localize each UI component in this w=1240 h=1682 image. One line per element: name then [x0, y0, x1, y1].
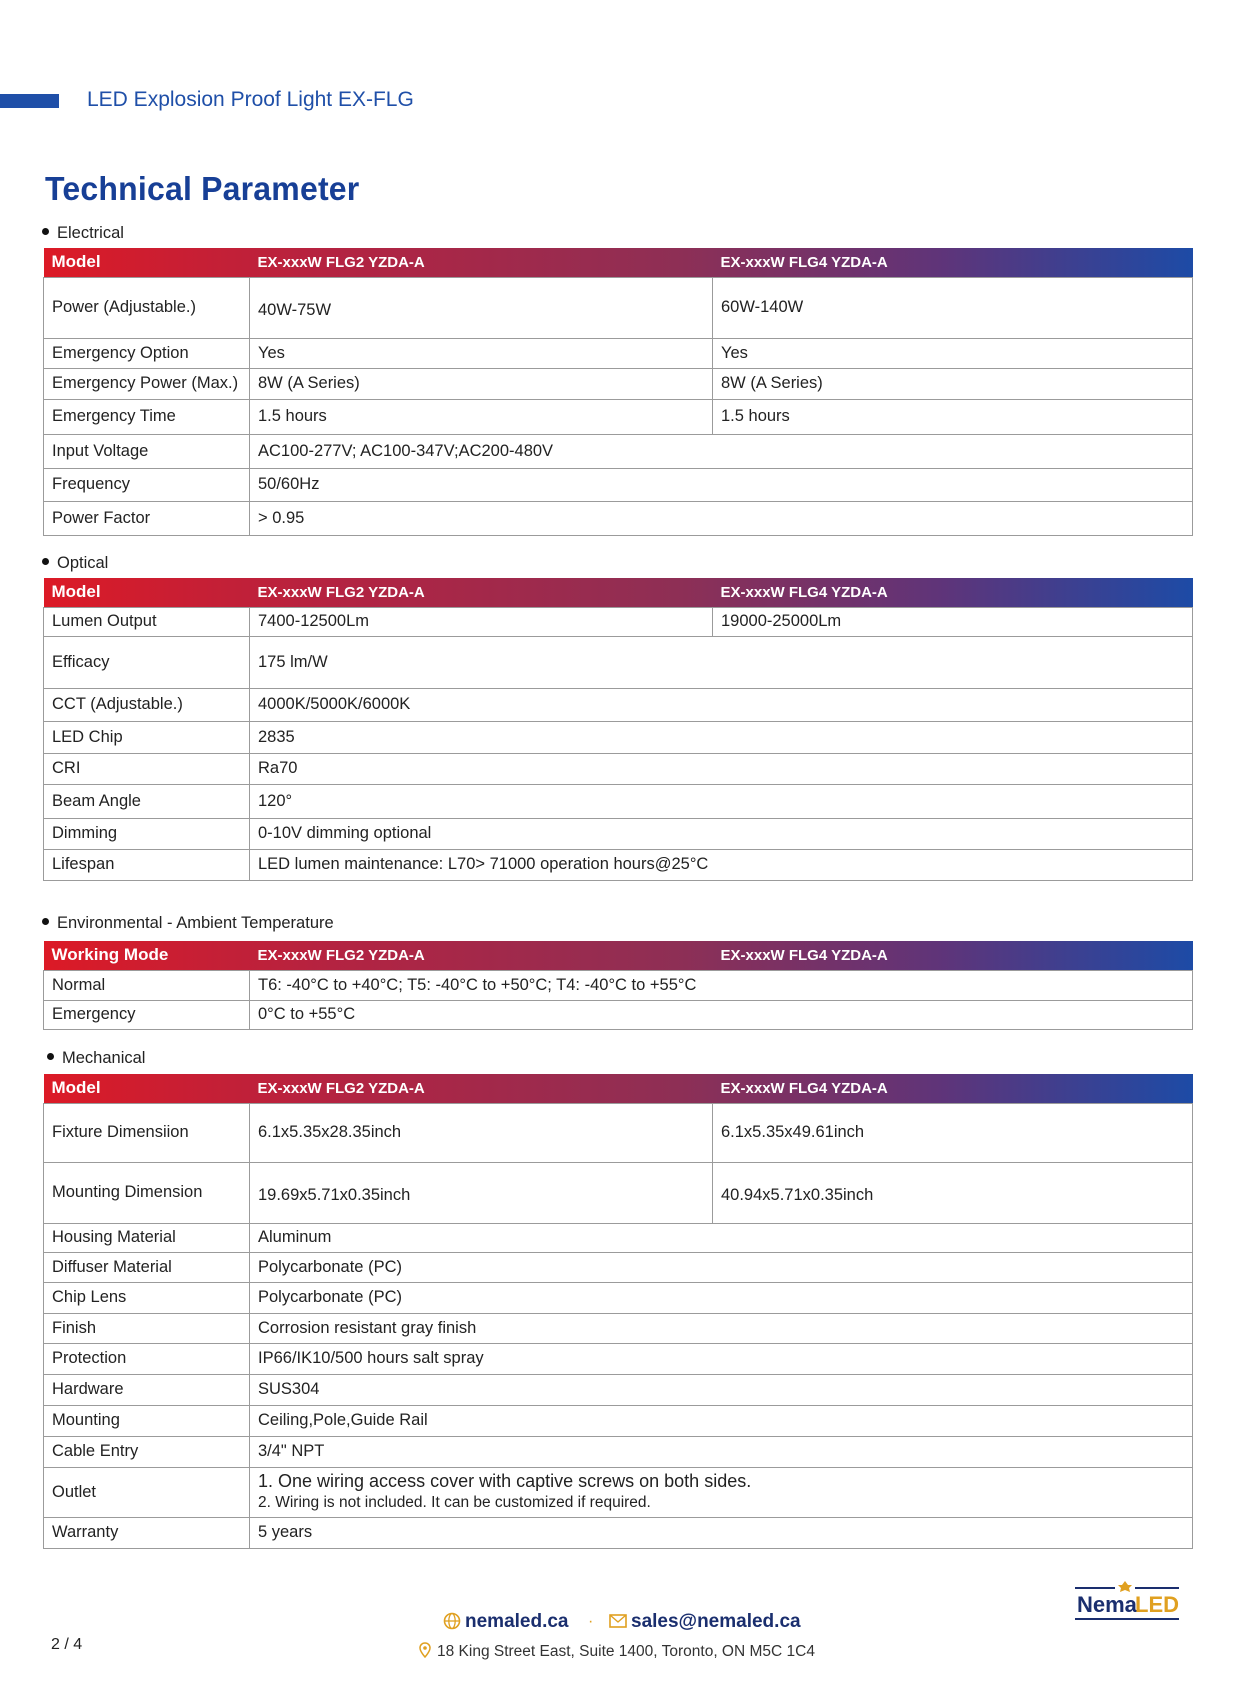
- table-row: [44, 1223, 1193, 1252]
- param-name: LED Chip: [44, 721, 250, 753]
- footer-separator: ·: [588, 1613, 594, 1630]
- table-row: [44, 1252, 1193, 1282]
- param-value: 1.5 hours: [250, 399, 713, 434]
- table-header-row: [44, 941, 1193, 970]
- electrical-label: Electrical: [42, 224, 124, 243]
- param-value: 60W-140W: [713, 277, 1193, 338]
- table-row: [44, 784, 1193, 818]
- nemaled-logo: [1073, 1580, 1183, 1630]
- bullet-icon: [42, 558, 49, 565]
- param-value: 40.94x5.71x0.35inch: [713, 1162, 1193, 1223]
- param-name: Normal: [44, 970, 250, 1000]
- param-name: Frequency: [44, 468, 250, 501]
- mechanical-label: Mechanical: [47, 1049, 145, 1068]
- document-title: LED Explosion Proof Light EX-FLG: [87, 88, 414, 111]
- param-value: > 0.95: [250, 501, 1193, 535]
- table-row: [44, 849, 1193, 880]
- param-name: Outlet: [44, 1467, 250, 1517]
- bullet-icon: [42, 918, 49, 925]
- param-name: CRI: [44, 753, 250, 784]
- param-name: Power (Adjustable.): [44, 277, 250, 338]
- param-value: 175 lm/W: [250, 636, 1193, 688]
- header-cell: EX-xxxW FLG4 YZDA-A: [720, 253, 888, 271]
- bullet-icon: [47, 1053, 54, 1060]
- table-row: [44, 1000, 1193, 1029]
- header-cell: EX-xxxW FLG2 YZDA-A: [257, 253, 425, 271]
- param-name: Emergency Time: [44, 399, 250, 434]
- param-value: 6.1x5.35x49.61inch: [713, 1103, 1193, 1162]
- param-name: Beam Angle: [44, 784, 250, 818]
- footer-address: 18 King Street East, Suite 1400, Toronto, ON M5C 1C4: [419, 1642, 815, 1661]
- param-name: Dimming: [44, 818, 250, 849]
- param-value: T6: -40°C to +40°C; T5: -40°C to +50°C; T4: -40°C to +55°C: [250, 970, 1193, 1000]
- svg-text:Nema: Nema: [1077, 1592, 1137, 1617]
- param-value: 0-10V dimming optional: [250, 818, 1193, 849]
- table-row: [44, 818, 1193, 849]
- param-value: 19.69x5.71x0.35inch: [250, 1162, 713, 1223]
- param-value: Corrosion resistant gray finish: [250, 1313, 1193, 1343]
- table-row: [44, 1517, 1193, 1548]
- param-name: Fixture Dimensiion: [44, 1103, 250, 1162]
- table-header-row: [44, 248, 1193, 277]
- param-value: 8W (A Series): [250, 368, 713, 399]
- table-header-row: [44, 1074, 1193, 1103]
- table-row: [44, 1405, 1193, 1436]
- param-value: Yes: [250, 338, 713, 368]
- mechanical-table: [43, 1074, 1193, 1549]
- param-value: Polycarbonate (PC): [250, 1282, 1193, 1313]
- header-cell: Model: [51, 582, 101, 602]
- param-value: Polycarbonate (PC): [250, 1252, 1193, 1282]
- table-row: [44, 1103, 1193, 1162]
- bullet-icon: [42, 228, 49, 235]
- environmental-table: [43, 941, 1193, 1030]
- table-row: [44, 399, 1193, 434]
- table-row: [44, 636, 1193, 688]
- page-number: 2 / 4: [51, 1636, 83, 1653]
- footer-email[interactable]: [609, 1611, 801, 1633]
- header-cell: EX-xxxW FLG4 YZDA-A: [720, 1079, 888, 1097]
- electrical-table: [43, 248, 1193, 536]
- footer-website[interactable]: [443, 1611, 569, 1633]
- param-name: Efficacy: [44, 636, 250, 688]
- param-value: 19000-25000Lm: [713, 607, 1193, 636]
- param-value: 50/60Hz: [250, 468, 1193, 501]
- param-name: Mounting Dimension: [44, 1162, 250, 1223]
- header-accent-bar: [0, 94, 59, 108]
- param-value: 6.1x5.35x28.35inch: [250, 1103, 713, 1162]
- param-name: Housing Material: [44, 1223, 250, 1252]
- param-value: [250, 1467, 1193, 1517]
- table-row: [44, 1282, 1193, 1313]
- table-row: [44, 368, 1193, 399]
- header-cell: EX-xxxW FLG4 YZDA-A: [720, 583, 888, 601]
- param-value: SUS304: [250, 1374, 1193, 1405]
- param-name: Finish: [44, 1313, 250, 1343]
- table-header-row: [44, 578, 1193, 607]
- table-row: [44, 468, 1193, 501]
- param-value: Ceiling,Pole,Guide Rail: [250, 1405, 1193, 1436]
- table-row: [44, 1343, 1193, 1374]
- email-text[interactable]: sales@nemaled.ca: [631, 1611, 801, 1632]
- param-name: Input Voltage: [44, 434, 250, 468]
- param-value: AC100-277V; AC100-347V;AC200-480V: [250, 434, 1193, 468]
- table-row: [44, 501, 1193, 535]
- param-name: Hardware: [44, 1374, 250, 1405]
- param-value: 7400-12500Lm: [250, 607, 713, 636]
- environmental-label: Environmental - Ambient Temperature: [42, 914, 334, 933]
- header-cell: EX-xxxW FLG4 YZDA-A: [720, 946, 888, 964]
- param-name: Protection: [44, 1343, 250, 1374]
- param-value: 3/4" NPT: [250, 1436, 1193, 1467]
- param-name: Cable Entry: [44, 1436, 250, 1467]
- header-cell: EX-xxxW FLG2 YZDA-A: [257, 946, 425, 964]
- param-name: Power Factor: [44, 501, 250, 535]
- param-name: Lifespan: [44, 849, 250, 880]
- section-heading: Technical Parameter: [45, 170, 360, 207]
- param-name: Emergency Option: [44, 338, 250, 368]
- optical-table: [43, 578, 1193, 881]
- outlet-line-2: 2. Wiring is not included. It can be customized if required.: [258, 1494, 651, 1511]
- table-row: [44, 338, 1193, 368]
- header-cell: Model: [51, 252, 101, 272]
- table-row: [44, 1467, 1193, 1517]
- table-row: [44, 721, 1193, 753]
- param-value: Ra70: [250, 753, 1193, 784]
- param-value: 4000K/5000K/6000K: [250, 688, 1193, 721]
- param-value: 8W (A Series): [713, 368, 1193, 399]
- table-row: [44, 607, 1193, 636]
- param-value: 1.5 hours: [713, 399, 1193, 434]
- location-pin-icon: [419, 1642, 431, 1658]
- mail-icon: [609, 1614, 627, 1628]
- header-cell: Working Mode: [51, 945, 169, 965]
- table-row: [44, 277, 1193, 338]
- param-value: 40W-75W: [250, 277, 713, 338]
- param-name: Diffuser Material: [44, 1252, 250, 1282]
- header-cell: EX-xxxW FLG2 YZDA-A: [257, 583, 425, 601]
- table-row: [44, 688, 1193, 721]
- param-name: Chip Lens: [44, 1282, 250, 1313]
- website-text[interactable]: nemaled.ca: [465, 1611, 569, 1632]
- param-value: Yes: [713, 338, 1193, 368]
- header-cell: EX-xxxW FLG2 YZDA-A: [257, 1079, 425, 1097]
- optical-label: Optical: [42, 554, 108, 573]
- header-cell: Model: [51, 1078, 101, 1098]
- table-row: [44, 1313, 1193, 1343]
- param-name: Warranty: [44, 1517, 250, 1548]
- param-value: IP66/IK10/500 hours salt spray: [250, 1343, 1193, 1374]
- table-row: [44, 1374, 1193, 1405]
- param-name: Lumen Output: [44, 607, 250, 636]
- param-value: 0°C to +55°C: [250, 1000, 1193, 1029]
- param-name: Emergency: [44, 1000, 250, 1029]
- param-value: LED lumen maintenance: L70> 71000 operation hours@25°C: [250, 849, 1193, 880]
- param-value: 2835: [250, 721, 1193, 753]
- outlet-line-1: 1. One wiring access cover with captive screws on both sides.: [258, 1471, 752, 1491]
- param-value: 5 years: [250, 1517, 1193, 1548]
- globe-icon: [443, 1612, 461, 1630]
- param-value: 120°: [250, 784, 1193, 818]
- table-row: [44, 1162, 1193, 1223]
- table-row: [44, 434, 1193, 468]
- param-name: CCT (Adjustable.): [44, 688, 250, 721]
- table-row: [44, 753, 1193, 784]
- svg-text:LED: LED: [1135, 1592, 1179, 1617]
- param-name: Emergency Power (Max.): [44, 368, 250, 399]
- param-value: Aluminum: [250, 1223, 1193, 1252]
- table-row: [44, 1436, 1193, 1467]
- table-row: [44, 970, 1193, 1000]
- param-name: Mounting: [44, 1405, 250, 1436]
